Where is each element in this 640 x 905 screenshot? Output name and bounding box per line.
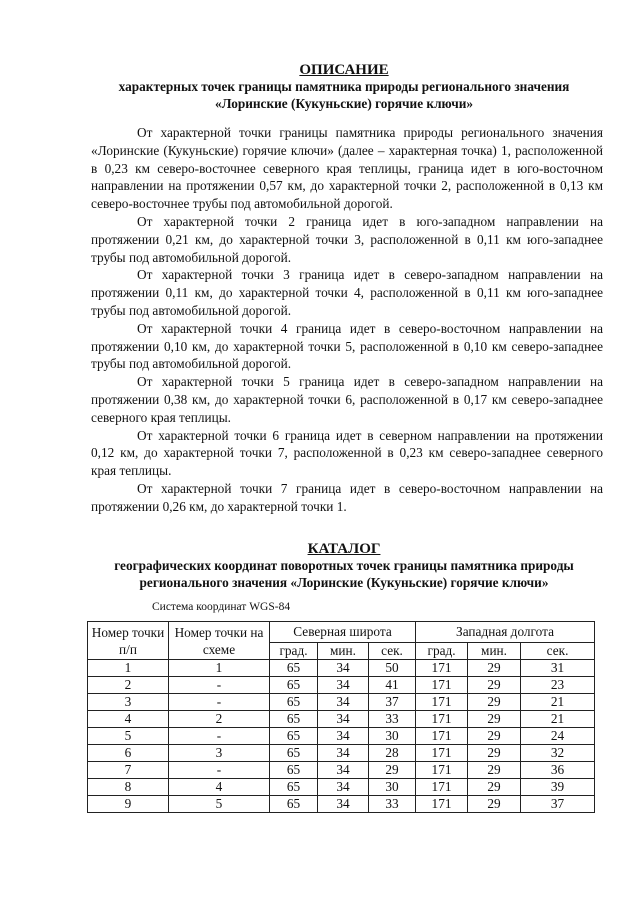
- table-row: [88, 711, 595, 728]
- table-cell: 3: [88, 694, 169, 711]
- table-cell: 171: [416, 711, 468, 728]
- table-cell: 2: [169, 711, 270, 728]
- table-cell: 32: [521, 745, 595, 762]
- table-cell: 171: [416, 779, 468, 796]
- description-heading: ОПИСАНИЕ: [299, 62, 389, 78]
- table-cell: 37: [369, 694, 416, 711]
- table-cell: 30: [369, 779, 416, 796]
- subheader-cell: мин.: [468, 643, 521, 660]
- subheader-cell: сек.: [369, 643, 416, 660]
- table-cell: 65: [270, 660, 318, 677]
- description-paragraph: От характерной точки 2 граница идет в юго-западном направлении на протяжении 0,21 км, до характерной точки 3, расположенной в 0,11 км юго-западнее трубы под автомобильной дорогой.: [91, 213, 603, 265]
- table-cell: 31: [521, 660, 595, 677]
- table-cell: 33: [369, 711, 416, 728]
- table-cell: 5: [169, 796, 270, 813]
- table-cell: 65: [270, 796, 318, 813]
- catalog-subtitle-line2: регионального значения «Лоринские (Кукуньские) горячие ключи»: [139, 575, 549, 590]
- table-header-row: [88, 622, 595, 643]
- coordinate-system-label: Система координат WGS-84: [152, 601, 291, 613]
- subheader-cell: град.: [416, 643, 468, 660]
- table-cell: 171: [416, 660, 468, 677]
- coordinates-table: [87, 621, 595, 813]
- table-cell: 29: [468, 694, 521, 711]
- table-cell: 4: [88, 711, 169, 728]
- table-cell: 171: [416, 728, 468, 745]
- table-row: [88, 762, 595, 779]
- table-cell: 6: [88, 745, 169, 762]
- header-north-latitude: Северная широта: [270, 622, 416, 643]
- subheader-cell: сек.: [521, 643, 595, 660]
- table-cell: 171: [416, 796, 468, 813]
- table-cell: 29: [468, 745, 521, 762]
- table-cell: 34: [318, 711, 369, 728]
- table-cell: 21: [521, 711, 595, 728]
- table-row: [88, 677, 595, 694]
- table-cell: 65: [270, 694, 318, 711]
- table-cell: 1: [169, 660, 270, 677]
- table-cell: -: [169, 694, 270, 711]
- table-cell: 29: [468, 677, 521, 694]
- description-paragraph: От характерной точки 3 граница идет в северо-западном направлении на протяжении 0,11 км, до характерной точки 4, расположенной в 0,11 км юго-западнее трубы под автомобильной дорогой.: [91, 267, 603, 318]
- table-cell: 29: [468, 762, 521, 779]
- table-cell: 34: [318, 694, 369, 711]
- description-subtitle-line1: характерных точек границы памятника природы регионального значения: [118, 79, 570, 94]
- table-cell: 1: [88, 660, 169, 677]
- table-cell: 34: [318, 677, 369, 694]
- table-cell: 41: [369, 677, 416, 694]
- table-cell: 34: [318, 745, 369, 762]
- table-cell: 34: [318, 728, 369, 745]
- header-scheme-number: Номер точки на схеме: [169, 622, 270, 660]
- table-cell: 29: [468, 711, 521, 728]
- table-cell: 21: [521, 694, 595, 711]
- table-cell: 34: [318, 762, 369, 779]
- table-cell: 34: [318, 660, 369, 677]
- table-cell: 171: [416, 694, 468, 711]
- table-cell: 36: [521, 762, 595, 779]
- table-row: [88, 660, 595, 677]
- table-cell: 7: [88, 762, 169, 779]
- table-cell: 29: [468, 796, 521, 813]
- table-cell: 171: [416, 677, 468, 694]
- table-cell: 34: [318, 796, 369, 813]
- table-cell: 28: [369, 745, 416, 762]
- table-cell: 4: [169, 779, 270, 796]
- table-cell: 2: [88, 677, 169, 694]
- description-title: [80, 62, 608, 112]
- table-cell: 65: [270, 762, 318, 779]
- table-cell: -: [169, 728, 270, 745]
- catalog-subtitle-line1: географических координат поворотных точек границы памятника природы: [114, 558, 574, 573]
- table-cell: 3: [169, 745, 270, 762]
- table-cell: 30: [369, 728, 416, 745]
- table-cell: 23: [521, 677, 595, 694]
- subheader-cell: мин.: [318, 643, 369, 660]
- table-body: [88, 660, 595, 813]
- table-cell: 29: [468, 728, 521, 745]
- description-paragraph: От характерной точки 5 граница идет в северо-западном направлении на протяжении 0,38 км, до характерной точки 6, расположенной в 0,17 км северо-западнее северного края теплицы.: [91, 374, 603, 425]
- table-row: [88, 779, 595, 796]
- catalog-title: [80, 541, 608, 591]
- description-subtitle-line2: «Лоринские (Кукуньские) горячие ключи»: [214, 96, 474, 111]
- subheader-cell: град.: [270, 643, 318, 660]
- table-cell: 24: [521, 728, 595, 745]
- catalog-heading: КАТАЛОГ: [307, 541, 381, 557]
- table-cell: 50: [369, 660, 416, 677]
- table-cell: 39: [521, 779, 595, 796]
- table-cell: 9: [88, 796, 169, 813]
- table-cell: 5: [88, 728, 169, 745]
- header-west-longitude: Западная долгота: [416, 622, 595, 643]
- table-cell: 65: [270, 728, 318, 745]
- table-cell: 65: [270, 779, 318, 796]
- table-cell: 65: [270, 745, 318, 762]
- description-paragraph: От характерной точки границы памятника природы регионального значения «Лоринские (Кукуньские) горячие ключи» (далее – характерная точка) 1, расположенной в 0,23 км северо-восточнее северного края теплицы, граница идет в юго-восточном направлении на протяжении 0,57 км, до характерной точки 2, расположенной в 0,13 км северо-восточнее трубы под автомобильной дорогой.: [91, 125, 603, 212]
- header-point-number: Номер точки п/п: [88, 622, 169, 660]
- table-cell: 34: [318, 779, 369, 796]
- table-cell: 65: [270, 711, 318, 728]
- table-cell: 29: [468, 660, 521, 677]
- table-cell: 65: [270, 677, 318, 694]
- table-cell: -: [169, 677, 270, 694]
- table-row: [88, 694, 595, 711]
- table-cell: 171: [416, 762, 468, 779]
- table-cell: 8: [88, 779, 169, 796]
- table-cell: 37: [521, 796, 595, 813]
- table-cell: 29: [369, 762, 416, 779]
- description-paragraph: От характерной точки 6 граница идет в северном направлении на протяжении 0,12 км, до характерной точки 7, расположенной в 0,23 км северо-западнее северного края теплицы.: [91, 427, 603, 479]
- description-paragraph: От характерной точки 4 граница идет в северо-восточном направлении на протяжении 0,10 км, до характерной точки 5, расположенной в 0,10 км северо-западнее трубы под автомобильной дорогой.: [91, 320, 603, 372]
- table-cell: 171: [416, 745, 468, 762]
- description-paragraph: От характерной точки 7 граница идет в северо-восточном направлении на протяжении 0,26 км, до характерной точки 1.: [91, 480, 603, 514]
- table-cell: -: [169, 762, 270, 779]
- table-row: [88, 796, 595, 813]
- description-text: [91, 124, 603, 516]
- table-cell: 33: [369, 796, 416, 813]
- table-row: [88, 728, 595, 745]
- table-row: [88, 745, 595, 762]
- table-cell: 29: [468, 779, 521, 796]
